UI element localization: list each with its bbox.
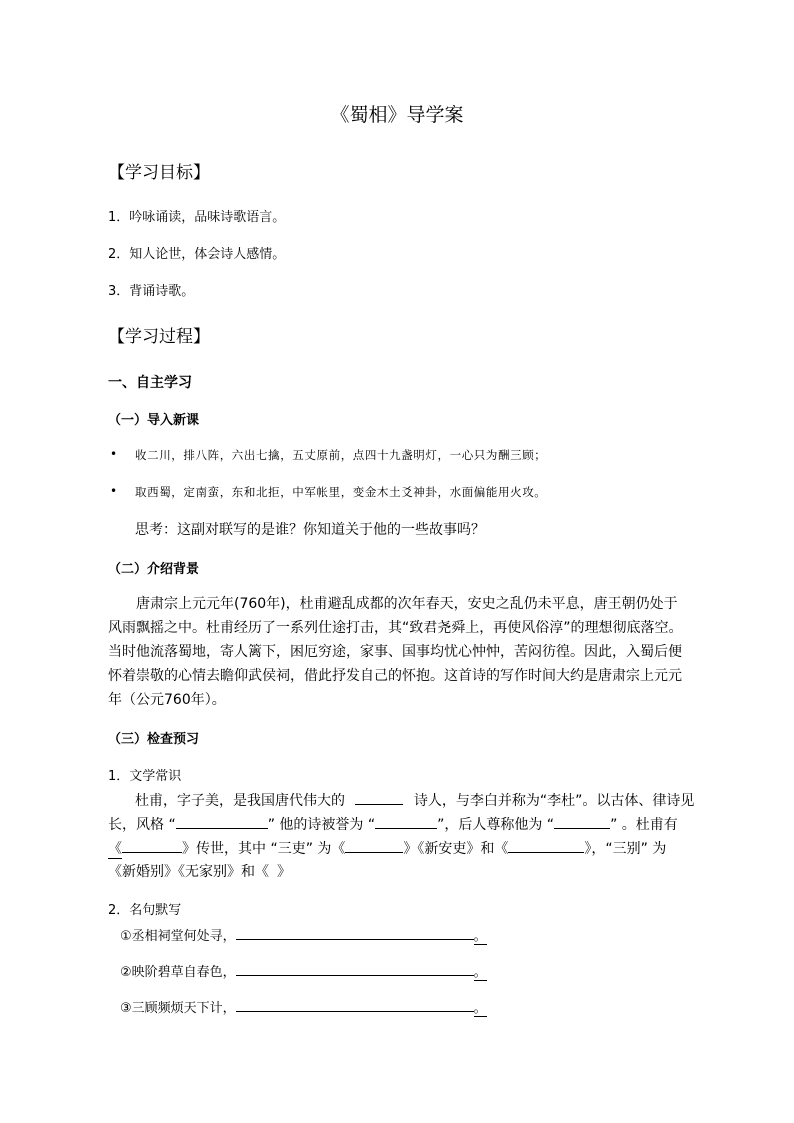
answer-blank[interactable] — [176, 813, 268, 829]
literature-text: 杜甫，字子美，是我国唐代伟大的 — [135, 793, 345, 809]
literature-text: 长，风格 “ — [108, 817, 176, 833]
recite-item-1 — [120, 924, 487, 945]
goals-heading: 【学习目标】 — [108, 163, 210, 183]
answer-blank[interactable] — [508, 837, 584, 853]
literature-text: 《 — [108, 838, 122, 859]
answer-blank[interactable] — [236, 960, 474, 976]
recite-item-3 — [120, 996, 487, 1017]
literature-text: 》 — [277, 864, 291, 880]
subsection-heading-background: （二）介绍背景 — [108, 562, 200, 577]
recite-end: 。 — [474, 997, 487, 1017]
subsection-heading-preview: （三）检查预习 — [108, 732, 200, 747]
answer-blank[interactable] — [375, 813, 437, 829]
couplet-line-2: 取西蜀，定南蛮，东和北拒，中军帐里，变金木土爻神卦，水面偏能用火攻。 — [135, 485, 547, 499]
recite-heading: 2．名句默写 — [108, 903, 182, 918]
literature-text: 诗人，与李白并称为“李杜”。以古体、律诗见 — [413, 793, 695, 809]
bullet-icon: • — [110, 484, 118, 498]
literature-text: 》《新安吏》和《 — [403, 841, 509, 857]
goal-item-1: 1．吟咏诵读，品味诗歌语言。 — [108, 210, 286, 225]
section-heading-self-study: 一、自主学习 — [108, 375, 192, 391]
literature-text: ” 。杜甫有 — [610, 817, 678, 833]
literature-text: 》传世，其中 “三吏” 为《 — [182, 841, 346, 857]
goal-item-2: 2．知人论世，体会诗人感情。 — [108, 247, 286, 262]
couplet-line-1: 收二川，排八阵，六出七擒，五丈原前，点四十九盏明灯，一心只为酬三顾； — [135, 448, 547, 462]
answer-blank[interactable] — [236, 996, 474, 1012]
recite-prompt: ①丞相祠堂何处寻， — [120, 929, 236, 944]
recite-prompt: ②映阶碧草自春色， — [120, 965, 236, 980]
literature-line-3 — [108, 837, 666, 859]
literature-line-4 — [108, 861, 291, 881]
goal-item-3: 3．背诵诗歌。 — [108, 284, 195, 299]
recite-end: 。 — [474, 961, 487, 981]
answer-blank[interactable] — [355, 789, 403, 805]
background-paragraph: 唐肃宗上元元年(760年)，杜甫避乱成都的次年春天，安史之乱仍未平息，唐王朝仍处于风雨飘摇之中。杜甫经历了一系列仕途打击，其“致君尧舜上，再使风俗淳”的理想彻底落空。当时他流落蜀地，寄人篱下，困厄穷途，家事、国事均忧心忡忡，苦闷彷徨。因此，入蜀后便怀着崇敬的心情去瞻仰武侯祠，借此抒发自己的怀抱。这首诗的写作时间大约是唐肃宗上元元年（公元760年）。 — [108, 596, 683, 708]
answer-blank[interactable] — [236, 924, 474, 940]
literature-text: ”，后人尊称他为 “ — [437, 817, 555, 833]
literature-text: ” 他的诗被誉为 “ — [267, 817, 376, 833]
answer-blank[interactable] — [345, 837, 403, 853]
literature-line-1 — [135, 789, 694, 810]
literature-heading: 1．文学常识 — [108, 769, 182, 784]
recite-prompt: ③三顾频烦天下计， — [120, 1001, 236, 1016]
bullet-icon: • — [110, 447, 118, 461]
literature-text: 《新婚别》《无家别》和《 — [108, 864, 269, 880]
subsection-heading-intro: （一）导入新课 — [108, 413, 200, 428]
answer-blank[interactable] — [554, 813, 610, 829]
recite-item-2 — [120, 960, 487, 981]
literature-line-2 — [108, 813, 678, 834]
recite-end: 。 — [474, 925, 487, 945]
think-question: 思考：这副对联写的是谁？你知道关于他的一些故事吗？ — [135, 522, 485, 538]
process-heading: 【学习过程】 — [108, 327, 210, 347]
literature-text: 》，“三别” 为 — [584, 841, 667, 857]
page-title: 《蜀相》导学案 — [330, 104, 464, 126]
answer-blank[interactable] — [122, 837, 182, 853]
